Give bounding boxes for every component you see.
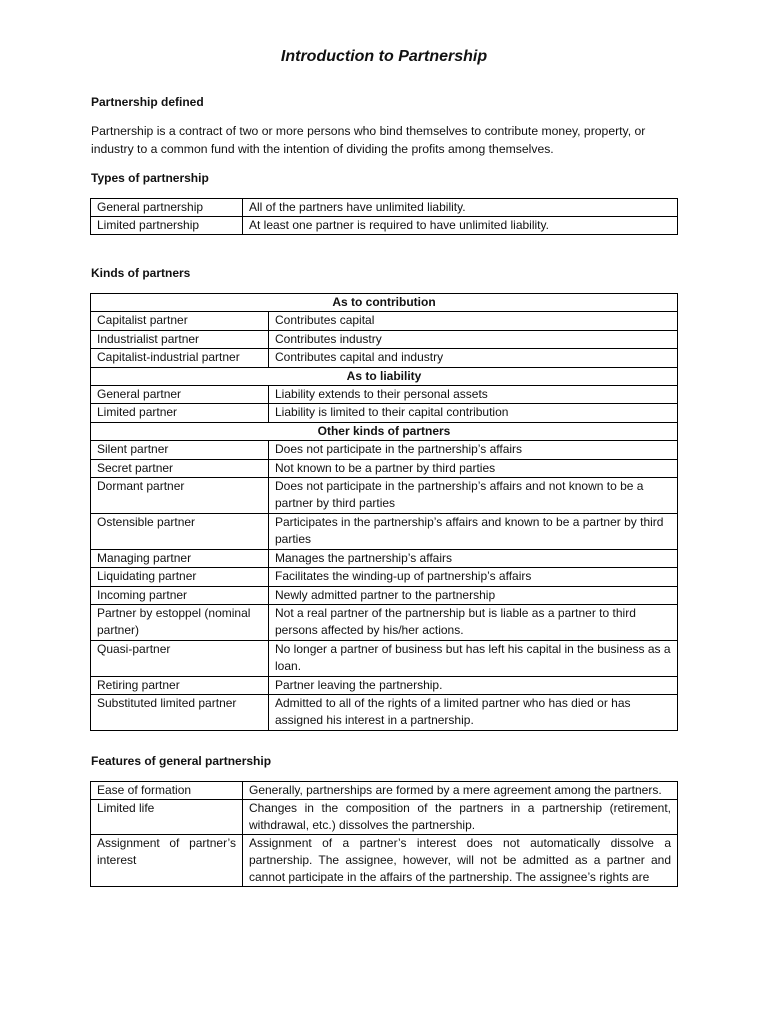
type-desc: All of the partners have unlimited liability. xyxy=(243,199,678,217)
feature-name: Limited life xyxy=(91,800,243,835)
partner-desc: Newly admitted partner to the partnership xyxy=(269,586,678,604)
partner-desc: Facilitates the winding-up of partnership’s affairs xyxy=(269,568,678,586)
table-row xyxy=(91,549,678,567)
heading-kinds-of-partners: Kinds of partners xyxy=(91,266,191,280)
partner-name: Substituted limited partner xyxy=(91,694,269,730)
type-desc: At least one partner is required to have unlimited liability. xyxy=(243,217,678,235)
partner-desc: Admitted to all of the rights of a limited partner who has died or has assigned his interest in a partnership. xyxy=(269,694,678,730)
heading-partnership-defined: Partnership defined xyxy=(91,95,204,109)
type-name: Limited partnership xyxy=(91,217,243,235)
table-row xyxy=(91,386,678,404)
partner-desc: Partner leaving the partnership. xyxy=(269,676,678,694)
partner-name: Retiring partner xyxy=(91,676,269,694)
partner-desc: Contributes industry xyxy=(269,330,678,348)
partner-desc: Participates in the partnership’s affairs and known to be a partner by third parties xyxy=(269,513,678,549)
table-row xyxy=(91,459,678,477)
partner-name: Capitalist-industrial partner xyxy=(91,349,269,367)
partner-name: Managing partner xyxy=(91,549,269,567)
table-row xyxy=(91,513,678,549)
feature-desc: Generally, partnerships are formed by a mere agreement among the partners. xyxy=(243,782,678,800)
table-row xyxy=(91,676,678,694)
partner-desc: Contributes capital and industry xyxy=(269,349,678,367)
feature-name: Ease of formation xyxy=(91,782,243,800)
partner-name: Dormant partner xyxy=(91,478,269,514)
table-row xyxy=(91,586,678,604)
table-row xyxy=(91,782,678,800)
heading-types-of-partnership: Types of partnership xyxy=(91,171,209,185)
partner-name: General partner xyxy=(91,386,269,404)
feature-desc: Assignment of a partner’s interest does not automatically dissolve a partnership. The assignee, however, will not be admitted as a partner and cannot participate in the affairs of the partnership. The assignee’s rights are xyxy=(243,835,678,887)
table-row xyxy=(91,800,678,835)
partner-name: Industrialist partner xyxy=(91,330,269,348)
section-row xyxy=(91,294,678,312)
table-row xyxy=(91,478,678,514)
section-title: As to contribution xyxy=(91,294,678,312)
table-row xyxy=(91,694,678,730)
partner-desc: Not known to be a partner by third parties xyxy=(269,459,678,477)
partner-desc: No longer a partner of business but has left his capital in the business as a loan. xyxy=(269,640,678,676)
page-title: Introduction to Partnership xyxy=(280,48,488,65)
partner-name: Limited partner xyxy=(91,404,269,422)
section-row xyxy=(91,367,678,385)
partner-desc: Liability is limited to their capital contribution xyxy=(269,404,678,422)
partner-name: Capitalist partner xyxy=(91,312,269,330)
table-row xyxy=(91,312,678,330)
types-table xyxy=(90,198,678,235)
definition-paragraph: Partnership is a contract of two or more persons who bind themselves to contribute money, property, or industry to a common fund with the intention of dividing the profits among themselves. xyxy=(91,124,646,156)
partner-desc: Does not participate in the partnership’s affairs xyxy=(269,441,678,459)
kinds-table xyxy=(90,293,678,731)
partner-desc: Does not participate in the partnership’s affairs and not known to be a partner by third parties xyxy=(269,478,678,514)
partner-name: Quasi-partner xyxy=(91,640,269,676)
section-title: As to liability xyxy=(91,367,678,385)
table-row xyxy=(91,217,678,235)
heading-features-of-general-partnership: Features of general partnership xyxy=(91,754,272,768)
table-row xyxy=(91,404,678,422)
partner-name: Ostensible partner xyxy=(91,513,269,549)
table-row xyxy=(91,640,678,676)
partner-desc: Liability extends to their personal assets xyxy=(269,386,678,404)
table-row xyxy=(91,441,678,459)
feature-desc: Changes in the composition of the partners in a partnership (retirement, withdrawal, etc.) dissolves the partnership. xyxy=(243,800,678,835)
partner-name: Silent partner xyxy=(91,441,269,459)
table-row xyxy=(91,835,678,887)
feature-name: Assignment of partner’s interest xyxy=(91,835,243,887)
section-title: Other kinds of partners xyxy=(91,422,678,440)
table-row xyxy=(91,199,678,217)
table-row xyxy=(91,330,678,348)
partner-desc: Contributes capital xyxy=(269,312,678,330)
partner-name: Incoming partner xyxy=(91,586,269,604)
table-row xyxy=(91,568,678,586)
type-name: General partnership xyxy=(91,199,243,217)
partner-desc: Manages the partnership’s affairs xyxy=(269,549,678,567)
partner-name: Liquidating partner xyxy=(91,568,269,586)
features-table xyxy=(90,781,678,887)
section-row xyxy=(91,422,678,440)
partner-name: Partner by estoppel (nominal partner) xyxy=(91,604,269,640)
partner-desc: Not a real partner of the partnership but is liable as a partner to third persons affected by his/her actions. xyxy=(269,604,678,640)
table-row xyxy=(91,604,678,640)
partner-name: Secret partner xyxy=(91,459,269,477)
table-row xyxy=(91,349,678,367)
